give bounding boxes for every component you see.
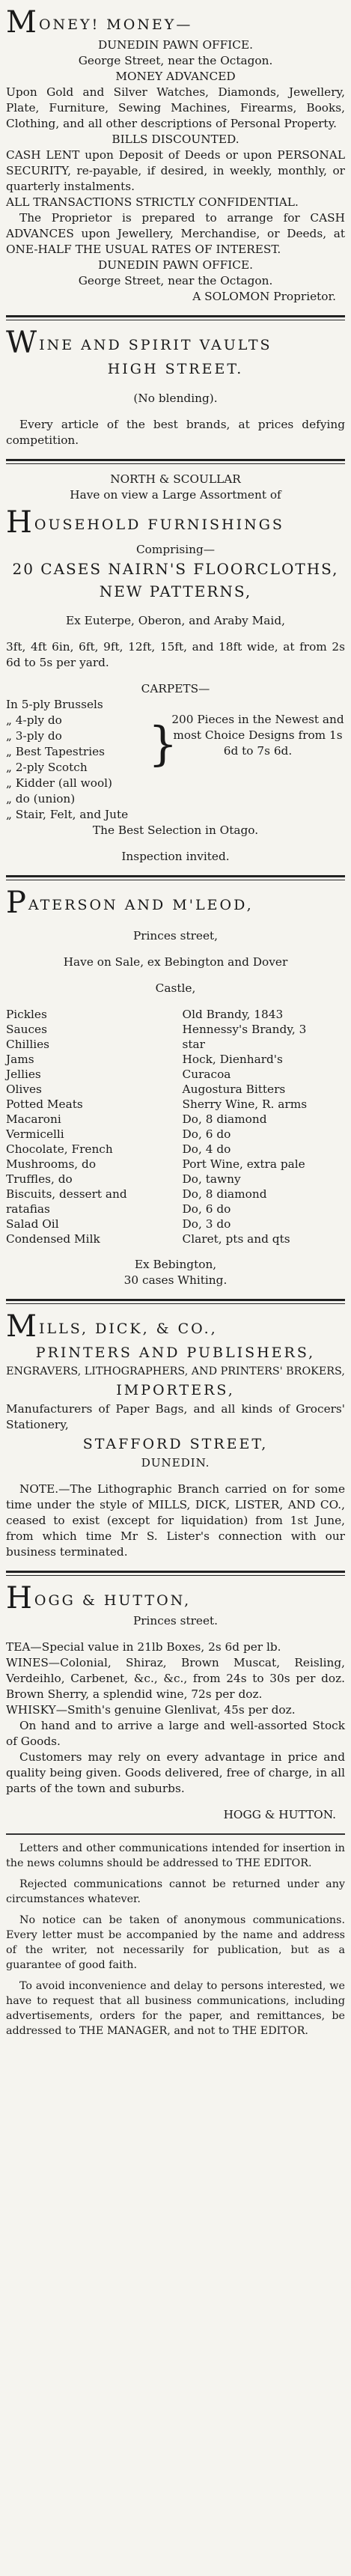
grocery-cell: Chocolate, French bbox=[6, 1142, 113, 1156]
office-address-repeat: George Street, near the Octagon. bbox=[78, 274, 273, 287]
carpets-list bbox=[6, 697, 345, 823]
stock-line: On hand and to arrive a large and well-assorted Stock of Goods. bbox=[6, 1719, 345, 1748]
stafford-street: STAFFORD STREET, bbox=[82, 1436, 269, 1452]
dunedin-line: DUNEDIN. bbox=[141, 1456, 210, 1470]
customers-line: Customers may rely on every advantage in price and quality being given. Goods delivered, free of charge, in all parts of the town and suburbs. bbox=[6, 1750, 345, 1795]
grocery-cell: Jams bbox=[6, 1053, 34, 1066]
goods-table bbox=[6, 1007, 345, 1246]
liquor-cell: Curacoa bbox=[182, 1068, 231, 1081]
liquor-cell: Port Wine, extra pale bbox=[182, 1157, 305, 1171]
proprietor-text: The Proprietor is prepared to arrange for CASH ADVANCES upon Jewellery, Merchandise, or Deeds, at ONE-HALF THE USUAL RATES OF INTEREST. bbox=[6, 211, 345, 256]
patterns-heading: NEW PATTERNS, bbox=[99, 582, 252, 600]
liquor-cell: star bbox=[182, 1038, 205, 1051]
money-advanced-heading: MONEY ADVANCED bbox=[115, 70, 236, 83]
list-item: „ Kidder (all wool) bbox=[6, 776, 113, 790]
office-name-repeat: DUNEDIN PAWN OFFICE. bbox=[97, 258, 254, 272]
liquor-cell: Do, 4 do bbox=[182, 1142, 231, 1156]
table-row bbox=[6, 1202, 345, 1217]
no-blending-note: (No blending). bbox=[133, 392, 218, 405]
whiting-line: 30 cases Whiting. bbox=[123, 1273, 228, 1287]
best-selection: The Best Selection in Otago. bbox=[92, 823, 259, 837]
north-scoullar-ad bbox=[6, 464, 345, 875]
pieces-note: 200 Pieces in the Newest and most Choice Designs from 1s 6d to 7s 6d. bbox=[171, 713, 344, 758]
paterson-street: Princes street, bbox=[132, 929, 219, 943]
wine-vaults-ad bbox=[6, 320, 345, 459]
office-name: DUNEDIN PAWN OFFICE. bbox=[97, 38, 254, 52]
liquor-cell: Augostura Bitters bbox=[182, 1083, 286, 1096]
wine-vaults-title: WINE AND SPIRIT VAULTS bbox=[6, 326, 272, 360]
table-row bbox=[6, 1217, 345, 1231]
notice-anonymous: No notice can be taken of anonymous communications. Every letter must be accompanied by the name and address of the writer, not necessarily for publication, but as a guarantee of good faith. bbox=[6, 1914, 345, 1971]
liquor-cell: Do, 6 do bbox=[182, 1127, 231, 1141]
newspaper-column bbox=[6, 0, 345, 2049]
confidential-text: ALL TRANSACTIONS STRICTLY CONFIDENTIAL. bbox=[6, 195, 299, 209]
list-item: In 5-ply Brussels bbox=[6, 698, 103, 711]
liquor-cell: Do, 6 do bbox=[182, 1202, 231, 1216]
hogg-hutton-title: HOGG & HUTTON, bbox=[6, 1581, 192, 1616]
office-address: George Street, near the Octagon. bbox=[78, 54, 273, 67]
grocery-cell: Biscuits, dessert and bbox=[6, 1187, 127, 1201]
table-row bbox=[6, 1097, 345, 1112]
money-headline: MONEY! MONEY— bbox=[6, 5, 193, 40]
advance-items-text: Upon Gold and Silver Watches, Diamonds, Jewellery, Plate, Furniture, Sewing Machines, Firearms, Books, Clothing, and all other descriptions of Personal Property. bbox=[6, 85, 345, 130]
pawn-office-ad bbox=[6, 0, 345, 315]
list-item: „ 3-ply do bbox=[6, 729, 62, 743]
table-row bbox=[6, 1157, 345, 1172]
whisky-line: WHISKY—Smith's genuine Glenlivat, 45s per doz. bbox=[6, 1703, 296, 1717]
grocery-cell: Potted Meats bbox=[6, 1097, 83, 1111]
mills-dick-ad bbox=[6, 1304, 345, 1571]
grocery-cell: Macaroni bbox=[6, 1112, 61, 1126]
divider-rule bbox=[6, 1299, 345, 1304]
comprising-label: Comprising— bbox=[135, 543, 216, 556]
table-row bbox=[6, 1007, 345, 1022]
notice-letters: Letters and other communications intended for insertion in the news columns should be addressed to THE EDITOR. bbox=[6, 1842, 345, 1869]
ships-line: Ex Euterpe, Oberon, and Araby Maid, bbox=[66, 614, 285, 627]
proprietor-signature: A SOLOMON Proprietor. bbox=[192, 290, 336, 303]
list-item: „ 2-ply Scotch bbox=[6, 761, 88, 774]
engravers-line: ENGRAVERS, LITHOGRAPHERS, AND PRINTERS' BROKERS, bbox=[6, 1365, 345, 1377]
brace-icon: } bbox=[148, 716, 178, 771]
table-row bbox=[6, 1142, 345, 1157]
liquor-cell: Do, 8 diamond bbox=[182, 1187, 267, 1201]
widths-line: 3ft, 4ft 6in, 6ft, 9ft, 12ft, 15ft, and 18ft wide, at from 2s 6d to 5s per yard. bbox=[6, 640, 345, 669]
grocery-cell: Condensed Milk bbox=[6, 1232, 100, 1246]
notice-rejected: Rejected communications cannot be returned under any circumstances whatever. bbox=[6, 1878, 345, 1905]
table-row bbox=[6, 1127, 345, 1142]
grocery-cell: Salad Oil bbox=[6, 1217, 59, 1231]
table-row bbox=[6, 1231, 345, 1246]
hogg-hutton-ad bbox=[6, 1576, 345, 1833]
cash-lent-text: CASH LENT upon Deposit of Deeds or upon PERSONAL SECURITY, re-payable, if desired, in weekly, monthly, or quarterly instalments. bbox=[6, 148, 345, 193]
grocery-cell: Jellies bbox=[6, 1068, 41, 1081]
liquor-cell: Hennessy's Brandy, 3 bbox=[182, 1023, 307, 1036]
grocery-cell: Truffles, do bbox=[6, 1172, 73, 1186]
liquor-cell: Do, tawny bbox=[182, 1172, 241, 1186]
tea-line: TEA—Special value in 21lb Boxes, 2s 6d per lb. bbox=[6, 1640, 281, 1654]
grocery-cell: Vermicelli bbox=[6, 1127, 64, 1141]
list-item: „ 4-ply do bbox=[6, 713, 62, 727]
grocery-cell: Mushrooms, do bbox=[6, 1157, 97, 1171]
mills-dick-title: MILLS, DICK, & CO., bbox=[6, 1309, 218, 1344]
lithographic-note: NOTE.—The Lithographic Branch carried on for some time under the style of MILLS, DICK, LISTER, AND CO., ceased to exist (except for liquidation) from 1st June, from which time Mr S. Lister's connection with our business terminated. bbox=[6, 1482, 345, 1559]
list-item: „ Best Tapestries bbox=[6, 745, 106, 758]
table-row bbox=[6, 1052, 345, 1067]
notice-business: To avoid inconvenience and delay to persons interested, we have to request that all business communications, including advertisements, orders for the paper, and remittances, be addressed to THE MANAGER, and not to THE EDITOR. bbox=[6, 1980, 345, 2037]
printers-heading: PRINTERS AND PUBLISHERS, bbox=[35, 1345, 316, 1361]
paterson-title: PATERSON AND M'LEOD, bbox=[6, 886, 254, 920]
divider-rule bbox=[6, 459, 345, 464]
ex-bebington: Ex Bebington, bbox=[134, 1258, 217, 1271]
bills-discounted: BILLS DISCOUNTED. bbox=[112, 133, 239, 146]
high-street-title: HIGH STREET. bbox=[107, 361, 244, 377]
wine-vaults-body: Every article of the best brands, at prices defying competition. bbox=[6, 418, 345, 447]
grocery-cell: Olives bbox=[6, 1083, 42, 1096]
carpet-items bbox=[6, 697, 148, 823]
liquor-cell: Claret, pts and qts bbox=[182, 1232, 290, 1246]
castle-line: Castle, bbox=[155, 981, 196, 995]
table-row bbox=[6, 1082, 345, 1097]
liquor-cell: Hock, Dienhard's bbox=[182, 1053, 283, 1066]
liquor-cell: Do, 3 do bbox=[182, 1217, 231, 1231]
inspection-invited: Inspection invited. bbox=[121, 850, 230, 863]
table-row bbox=[6, 1037, 345, 1052]
table-row bbox=[6, 1022, 345, 1037]
manufacturers-line: Manufacturers of Paper Bags, and all kinds of Grocers' Stationery, bbox=[6, 1402, 345, 1431]
grocery-cell: Pickles bbox=[6, 1008, 47, 1021]
liquor-cell: Sherry Wine, R. arms bbox=[182, 1097, 308, 1111]
list-item: „ Stair, Felt, and Jute bbox=[6, 808, 129, 821]
editorial-notices bbox=[6, 1835, 345, 2049]
liquor-cell: Old Brandy, 1843 bbox=[182, 1008, 284, 1021]
hogg-street: Princes street. bbox=[132, 1614, 219, 1627]
household-title: HOUSEHOLD FURNISHINGS bbox=[6, 505, 284, 540]
hogg-signature: HOGG & HUTTON. bbox=[223, 1808, 336, 1821]
liquor-cell: Do, 8 diamond bbox=[182, 1112, 267, 1126]
divider-rule bbox=[6, 875, 345, 880]
grocery-cell: ratafias bbox=[6, 1202, 50, 1216]
floorcloths-heading: 20 CASES NAIRN'S FLOORCLOTHS, bbox=[12, 560, 339, 578]
list-item: „ do (union) bbox=[6, 792, 76, 806]
on-sale-line: Have on Sale, ex Bebington and Dover bbox=[63, 955, 288, 969]
table-row bbox=[6, 1172, 345, 1187]
paterson-mleod-ad bbox=[6, 880, 345, 1299]
grocery-cell: Chillies bbox=[6, 1038, 50, 1051]
carpets-heading: CARPETS— bbox=[141, 682, 210, 695]
firm-name: NORTH & SCOULLAR bbox=[110, 472, 241, 486]
grocery-cell: Sauces bbox=[6, 1023, 47, 1036]
divider-rule bbox=[6, 1571, 345, 1576]
importers-heading: IMPORTERS, bbox=[116, 1382, 235, 1398]
table-row bbox=[6, 1187, 345, 1202]
divider-rule bbox=[6, 315, 345, 320]
view-intro: Have on view a Large Assortment of bbox=[70, 488, 281, 502]
wines-line: WINES—Colonial, Shiraz, Brown Muscat, Reisling, Verdeihlo, Carbenet, &c., &c., from 24s to 30s per doz. Brown Sherry, a splendid wine, 72s per doz. bbox=[6, 1656, 345, 1701]
table-row bbox=[6, 1112, 345, 1127]
table-row bbox=[6, 1067, 345, 1082]
